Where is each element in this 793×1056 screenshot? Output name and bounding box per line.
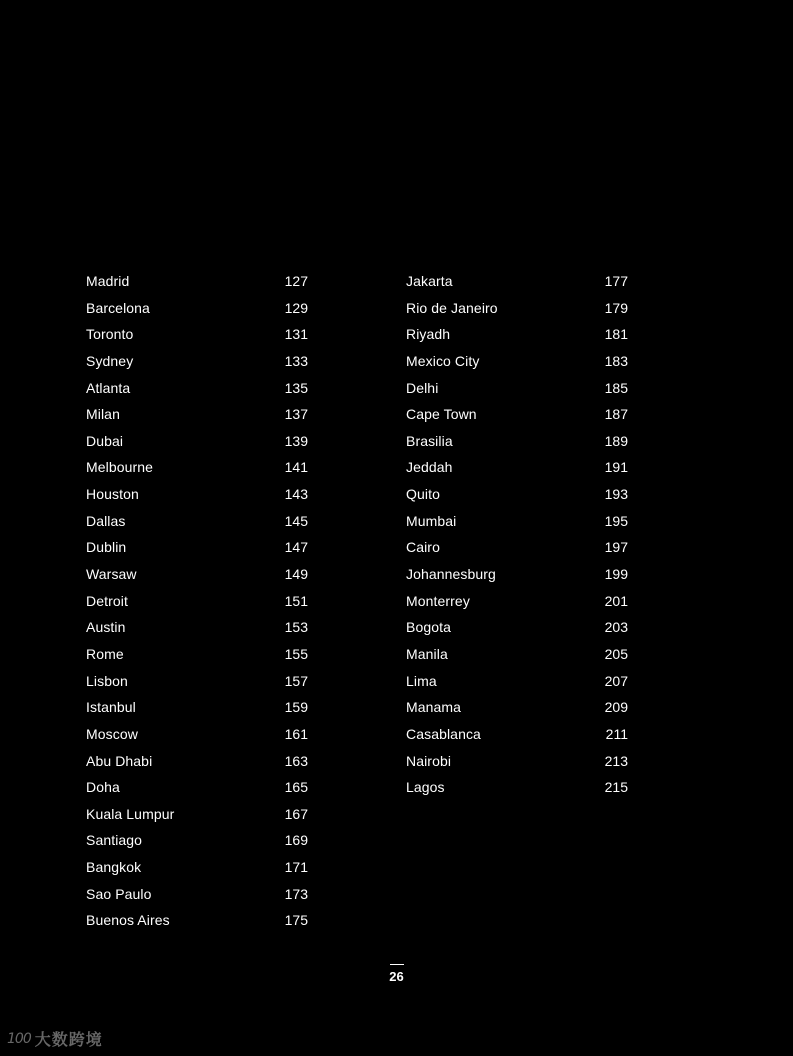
city-name: Bogota (406, 619, 451, 636)
index-row (86, 401, 308, 428)
index-row (406, 481, 628, 508)
index-row (406, 375, 628, 402)
page-ref: 205 (604, 645, 628, 662)
city-name: Barcelona (86, 299, 150, 316)
index-row (406, 774, 628, 801)
page-ref: 211 (605, 725, 628, 742)
page-ref: 199 (604, 566, 628, 583)
page-ref: 191 (604, 459, 628, 476)
page-ref: 187 (604, 406, 628, 423)
page-ref: 131 (284, 326, 308, 343)
city-name: Casablanca (406, 725, 481, 742)
city-name: Rome (86, 645, 124, 662)
page-ref: 147 (284, 539, 308, 556)
city-name: Milan (86, 406, 120, 423)
city-name: Quito (406, 486, 440, 503)
index-row (406, 721, 628, 748)
city-name: Toronto (86, 326, 134, 343)
page-ref: 181 (604, 326, 628, 343)
page-ref: 127 (284, 273, 308, 289)
page-ref: 215 (604, 779, 628, 796)
city-name: Lagos (406, 779, 445, 796)
city-name: Lisbon (86, 672, 128, 689)
index-row (406, 588, 628, 615)
city-name: Manila (406, 645, 448, 662)
page-ref: 151 (284, 592, 308, 609)
index-row (406, 641, 628, 668)
city-name: Johannesburg (406, 566, 496, 583)
index-row (406, 348, 628, 375)
page-ref: 159 (284, 699, 308, 716)
city-name: Dallas (86, 512, 126, 529)
city-name: Santiago (86, 832, 143, 849)
watermark-logo-icon: 100 (7, 1030, 31, 1047)
page-ref: 139 (284, 432, 308, 449)
city-name: Sao Paulo (86, 885, 152, 902)
index-row (86, 854, 308, 881)
city-name: Delhi (406, 379, 439, 396)
city-name: Mumbai (406, 512, 457, 529)
city-name: Melbourne (86, 459, 154, 476)
city-name: Warsaw (86, 566, 137, 583)
index-row (86, 721, 308, 748)
city-name: Detroit (86, 592, 128, 609)
index-row (406, 668, 628, 695)
page-ref: 171 (284, 859, 308, 876)
page-ref: 193 (604, 486, 628, 503)
city-name: Jakarta (406, 273, 453, 289)
city-name: Monterrey (406, 592, 470, 609)
page-ref: 189 (604, 432, 628, 449)
city-name: Kuala Lumpur (86, 805, 175, 822)
index-row (86, 428, 308, 455)
index-row (406, 268, 628, 295)
index-row (86, 614, 308, 641)
watermark (7, 1027, 103, 1050)
city-name: Sydney (86, 352, 134, 369)
city-name: Abu Dhabi (86, 752, 153, 769)
page-ref: 183 (604, 352, 628, 369)
city-name: Lima (406, 672, 437, 689)
city-name: Dublin (86, 539, 127, 556)
index-row (86, 694, 308, 721)
page-ref: 177 (604, 273, 628, 289)
page-ref: 169 (284, 832, 308, 849)
index-column-left (86, 268, 308, 934)
city-name: Moscow (86, 725, 138, 742)
city-name: Houston (86, 486, 139, 503)
city-name: Dubai (86, 432, 124, 449)
page-ref: 155 (284, 645, 308, 662)
page-ref: 175 (284, 912, 308, 929)
index-row (406, 295, 628, 322)
page-number-rule (390, 964, 404, 965)
page-ref: 209 (604, 699, 628, 716)
index-row (406, 401, 628, 428)
index-row (86, 907, 308, 934)
city-name: Buenos Aires (86, 912, 170, 929)
city-name: Riyadh (406, 326, 451, 343)
page-footer (0, 964, 793, 985)
index-row (86, 881, 308, 908)
index-row (86, 774, 308, 801)
index-column-right (406, 268, 628, 801)
index-row (86, 588, 308, 615)
index-row (86, 348, 308, 375)
city-name: Cairo (406, 539, 440, 556)
city-name: Rio de Janeiro (406, 299, 498, 316)
page-ref: 173 (284, 885, 308, 902)
city-name: Istanbul (86, 699, 136, 716)
page-ref: 163 (284, 752, 308, 769)
index-row (86, 748, 308, 775)
page-ref: 161 (284, 725, 308, 742)
page-ref: 201 (604, 592, 628, 609)
page-ref: 133 (284, 352, 308, 369)
city-name: Brasilia (406, 432, 453, 449)
index-row (86, 295, 308, 322)
index-row (406, 748, 628, 775)
index-row (406, 428, 628, 455)
index-row (406, 534, 628, 561)
index-row (406, 454, 628, 481)
index-row (406, 508, 628, 535)
index-row (86, 268, 308, 295)
city-name: Cape Town (406, 406, 477, 423)
page-ref: 185 (604, 379, 628, 396)
city-name: Atlanta (86, 379, 131, 396)
index-row (86, 375, 308, 402)
city-name: Manama (406, 699, 462, 716)
page-number: 26 (389, 969, 404, 984)
page-ref: 157 (284, 672, 308, 689)
page-ref: 179 (604, 299, 628, 316)
page-ref: 141 (284, 459, 308, 476)
index-row (406, 614, 628, 641)
index-row (86, 508, 308, 535)
index-row (86, 641, 308, 668)
watermark-text: 大数跨境 (34, 1030, 103, 1049)
page-ref: 135 (284, 379, 308, 396)
page-ref: 197 (604, 539, 628, 556)
page-ref: 129 (284, 299, 308, 316)
page-ref: 143 (284, 486, 308, 503)
index-row (86, 454, 308, 481)
page-ref: 137 (284, 406, 308, 423)
city-name: Madrid (86, 273, 130, 289)
city-name: Jeddah (406, 459, 453, 476)
index-row (86, 534, 308, 561)
page-ref: 207 (604, 672, 628, 689)
page-ref: 167 (284, 805, 308, 822)
page-ref: 203 (604, 619, 628, 636)
index-row (86, 827, 308, 854)
index-row (86, 321, 308, 348)
city-name: Doha (86, 779, 120, 796)
index-row (406, 321, 628, 348)
index-row (86, 801, 308, 828)
page-ref: 153 (284, 619, 308, 636)
city-name: Mexico City (406, 352, 480, 369)
index-row (86, 561, 308, 588)
index-row (406, 561, 628, 588)
city-name: Bangkok (86, 859, 142, 876)
city-name: Nairobi (406, 752, 452, 769)
page-ref: 165 (284, 779, 308, 796)
index-row (406, 694, 628, 721)
page-ref: 145 (284, 512, 308, 529)
page-ref: 213 (604, 752, 628, 769)
index-row (86, 668, 308, 695)
city-name: Austin (86, 619, 126, 636)
index-row (86, 481, 308, 508)
page-ref: 195 (604, 512, 628, 529)
page-ref: 149 (284, 566, 308, 583)
